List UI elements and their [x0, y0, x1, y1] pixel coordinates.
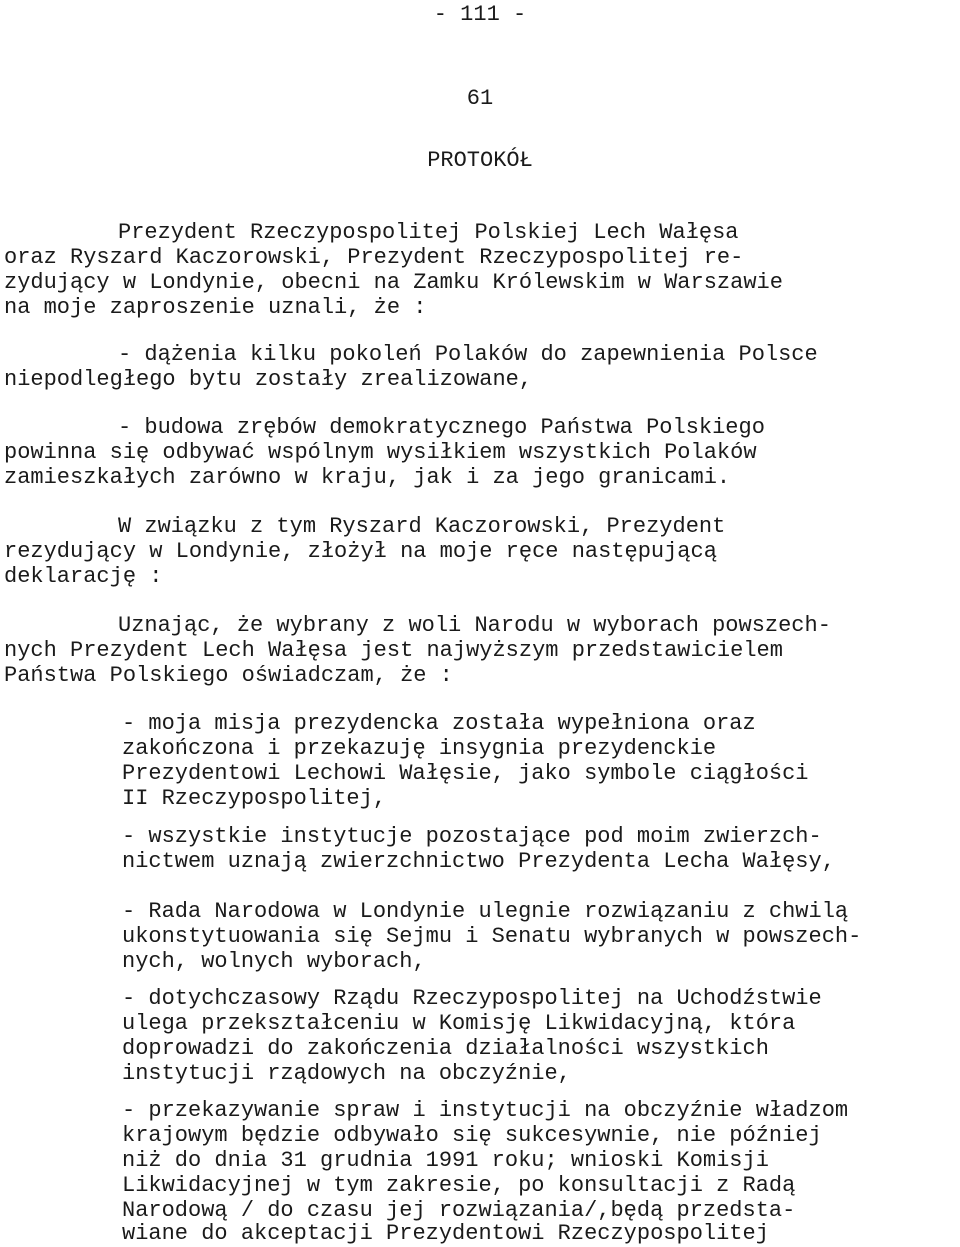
document-number: 61: [466, 86, 494, 111]
declaration-preamble-line: Państwa Polskiego oświadczam, że :: [4, 663, 453, 688]
declaration-intro-line: rezydujący w Londynie, złożył na moje ręce następującą: [4, 539, 717, 564]
declaration-item-line: - przekazywanie spraw i instytucji na obczyźnie władzom: [122, 1098, 849, 1123]
finding-line: niepodległego bytu zostały zrealizowane,: [4, 367, 533, 392]
finding-line: - budowa zrębów demokratycznego Państwa Polskiego: [118, 415, 765, 440]
declaration-item-line: Narodową / do czasu jej rozwiązania/,będą przedsta-: [122, 1198, 796, 1223]
intro-line: na moje zaproszenie uznali, że :: [4, 295, 427, 320]
declaration-item-line: nictwem uznają zwierzchnictwo Prezydenta Lecha Wałęsy,: [122, 849, 835, 874]
declaration-item-line: ukonstytuowania się Sejmu i Senatu wybranych w powszech-: [122, 924, 862, 949]
document-title: PROTOKÓŁ: [427, 148, 533, 173]
intro-line: oraz Ryszard Kaczorowski, Prezydent Rzeczypospolitej re-: [4, 245, 744, 270]
declaration-preamble-line: nych Prezydent Lech Wałęsa jest najwyższym przedstawicielem: [4, 638, 783, 663]
finding-line: zamieszkałych zarówno w kraju, jak i za jego granicami.: [4, 465, 731, 490]
declaration-item-line: wiane do akceptacji Prezydentowi Rzeczypospolitej: [122, 1221, 769, 1246]
declaration-item-line: zakończona i przekazuję insygnia prezydenckie: [122, 736, 717, 761]
declaration-item-line: - wszystkie instytucje pozostające pod moim zwierzch-: [122, 824, 822, 849]
declaration-item-line: - Rada Narodowa w Londynie ulegnie rozwiązaniu z chwilą: [122, 899, 849, 924]
declaration-intro-line: W związku z tym Ryszard Kaczorowski, Prezydent: [118, 514, 726, 539]
declaration-item-line: II Rzeczypospolitej,: [122, 786, 387, 811]
declaration-item-line: instytucji rządowych na obczyźnie,: [122, 1061, 571, 1086]
intro-line: zydujący w Londynie, obecni na Zamku Królewskim w Warszawie: [4, 270, 783, 295]
declaration-item-line: nych, wolnych wyborach,: [122, 949, 426, 974]
declaration-item-line: Likwidacyjnej w tym zakresie, po konsultacji z Radą: [122, 1173, 796, 1198]
declaration-item-line: - moja misja prezydencka została wypełniona oraz: [122, 711, 756, 736]
declaration-item-line: krajowym będzie odbywało się sukcesywnie, nie później: [122, 1123, 822, 1148]
finding-line: powinna się odbywać wspólnym wysiłkiem wszystkich Polaków: [4, 440, 757, 465]
intro-line: Prezydent Rzeczypospolitej Polskiej Lech Wałęsa: [118, 220, 739, 245]
declaration-item-line: - dotychczasowy Rządu Rzeczypospolitej na Uchodźstwie: [122, 986, 822, 1011]
declaration-intro-line: deklarację :: [4, 564, 163, 589]
finding-line: - dążenia kilku pokoleń Polaków do zapewnienia Polsce: [118, 342, 818, 367]
declaration-item-line: ulega przekształceniu w Komisję Likwidacyjną, która: [122, 1011, 796, 1036]
page-marker: - 111 -: [433, 2, 527, 27]
declaration-item-line: niż do dnia 31 grudnia 1991 roku; wnioski Komisji: [122, 1148, 769, 1173]
declaration-item-line: doprowadzi do zakończenia działalności wszystkich: [122, 1036, 769, 1061]
declaration-preamble-line: Uznając, że wybrany z woli Narodu w wyborach powszech-: [118, 613, 831, 638]
declaration-item-line: Prezydentowi Lechowi Wałęsie, jako symbole ciągłości: [122, 761, 809, 786]
